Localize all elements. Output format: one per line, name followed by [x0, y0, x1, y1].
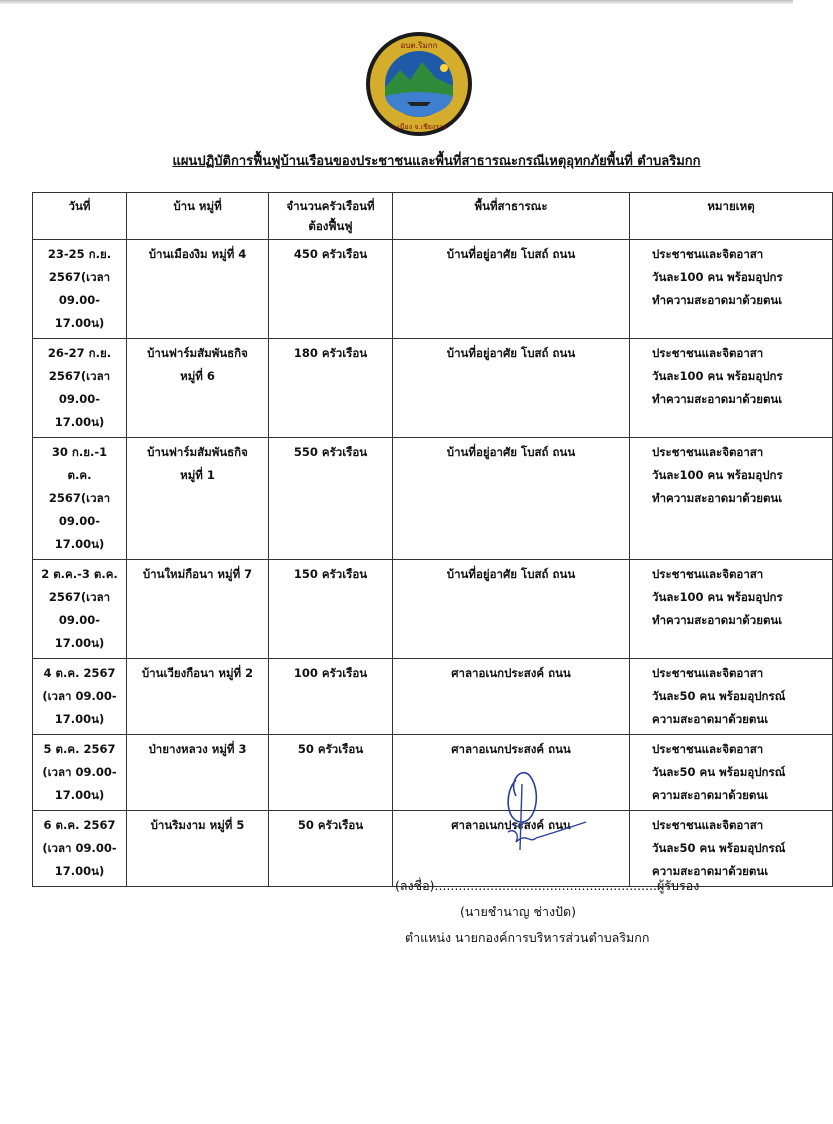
note-line: ความสะอาดมาด้วยตนเ	[652, 712, 769, 726]
date-line: 5 ต.ค. 2567	[43, 742, 116, 756]
header-public-area: พื้นที่สาธารณะ	[393, 193, 630, 240]
date-line: (เวลา 09.00-	[42, 841, 117, 855]
cell-village	[127, 240, 269, 339]
date-line: 09.00-17.00น)	[54, 293, 105, 330]
village-line: บ้านฟาร์มสัมพันธกิจ	[147, 346, 248, 360]
note-line: วันละ50 คน พร้อมอุปกรณ์	[652, 841, 786, 855]
cell-note	[630, 560, 833, 659]
seal-top-text: อบต.ริมกก	[400, 41, 438, 50]
note-line: วันละ100 คน พร้อมอุปกร	[652, 369, 783, 383]
note-line: ทำความสะอาดมาด้วยตนเ	[652, 392, 783, 406]
date-line: 2567(เวลา	[48, 491, 111, 505]
note-line: ประชาชนและจิตอาสา	[652, 742, 764, 756]
note-line: ประชาชนและจิตอาสา	[652, 445, 764, 459]
table-row	[33, 339, 833, 438]
date-line: 4 ต.ค. 2567	[43, 666, 116, 680]
cell-households: 50 ครัวเรือน	[269, 735, 393, 811]
village-line: บ้านริมงาม หมู่ที่ 5	[150, 818, 245, 832]
handwritten-signature	[486, 762, 606, 872]
table-row	[33, 659, 833, 735]
village-line: บ้านเมืองงิม หมู่ที่ 4	[148, 247, 247, 261]
date-line: 6 ต.ค. 2567	[43, 818, 116, 832]
date-line: 2 ต.ค.-3 ต.ค.	[41, 567, 118, 581]
date-line: 09.00-17.00น)	[54, 392, 105, 429]
date-line: 17.00น)	[54, 864, 105, 878]
date-line: 2567(เวลา	[48, 270, 111, 284]
date-line: 26-27 ก.ย.	[47, 346, 112, 360]
organization-seal	[364, 30, 474, 138]
cell-date	[33, 659, 127, 735]
date-line: 2567(เวลา	[48, 590, 111, 604]
cell-date	[33, 339, 127, 438]
plan-table	[32, 192, 793, 878]
cell-households: 150 ครัวเรือน	[269, 560, 393, 659]
note-line: ประชาชนและจิตอาสา	[652, 247, 764, 261]
table-header-row	[33, 193, 833, 240]
cell-public-area: บ้านที่อยู่อาศัย โบสถ์ ถนน	[393, 438, 630, 560]
village-line: หมู่ที่ 1	[180, 468, 215, 482]
date-line: 17.00น)	[54, 788, 105, 802]
village-line: บ้านฟาร์มสัมพันธกิจ	[147, 445, 248, 459]
note-line: ประชาชนและจิตอาสา	[652, 346, 764, 360]
date-line: 09.00-17.00น)	[54, 613, 105, 650]
scan-edge	[0, 0, 793, 4]
cell-households: 100 ครัวเรือน	[269, 659, 393, 735]
note-line: ประชาชนและจิตอาสา	[652, 567, 764, 581]
cell-households: 550 ครัวเรือน	[269, 438, 393, 560]
header-date: วันที่	[33, 193, 127, 240]
cell-note	[630, 659, 833, 735]
header-note: หมายเหตุ	[630, 193, 833, 240]
cell-village	[127, 438, 269, 560]
cell-note	[630, 339, 833, 438]
note-line: ประชาชนและจิตอาสา	[652, 666, 764, 680]
header-village: บ้าน หมู่ที่	[127, 193, 269, 240]
date-line: (เวลา 09.00-	[42, 689, 117, 703]
village-line: บ้านเวียงกือนา หมู่ที่ 2	[141, 666, 254, 680]
village-line: ป่ายางหลวง หมู่ที่ 3	[148, 742, 247, 756]
cell-village	[127, 339, 269, 438]
cell-village	[127, 811, 269, 887]
table-row	[33, 735, 833, 811]
cell-note	[630, 438, 833, 560]
header-households: จำนวนครัวเรือนที่ ต้องฟื้นฟู	[269, 193, 393, 240]
cell-households: 180 ครัวเรือน	[269, 339, 393, 438]
village-line: หมู่ที่ 6	[180, 369, 215, 383]
village-line: บ้านใหม่กือนา หมู่ที่ 7	[142, 567, 253, 581]
table-row	[33, 438, 833, 560]
note-line: ประชาชนและจิตอาสา	[652, 818, 764, 832]
note-line: ทำความสะอาดมาด้วยตนเ	[652, 613, 783, 627]
date-line: 2567(เวลา	[48, 369, 111, 383]
seal-bottom-text: อ.เมือง จ.เชียงราย	[390, 123, 448, 131]
date-line: 09.00-17.00น)	[54, 514, 105, 551]
cell-public-area: บ้านที่อยู่อาศัย โบสถ์ ถนน	[393, 240, 630, 339]
note-line: วันละ50 คน พร้อมอุปกรณ์	[652, 765, 786, 779]
cell-date	[33, 811, 127, 887]
cell-date	[33, 735, 127, 811]
cell-date	[33, 560, 127, 659]
document-title: แผนปฏิบัติการฟื้นฟูบ้านเรือนของประชาชนและพื้นที่สาธารณะกรณีเหตุอุทกภัยพื้นที่ ตำบลริมกก	[172, 154, 701, 169]
cell-date	[33, 240, 127, 339]
note-line: ทำความสะอาดมาด้วยตนเ	[652, 491, 783, 505]
cell-note	[630, 240, 833, 339]
cell-village	[127, 735, 269, 811]
cell-public-area: ศาลาอเนกประสงค์ ถนน	[393, 659, 630, 735]
cell-households: 50 ครัวเรือน	[269, 811, 393, 887]
date-line: 23-25 ก.ย.	[47, 247, 112, 261]
cell-date	[33, 438, 127, 560]
cell-public-area: บ้านที่อยู่อาศัย โบสถ์ ถนน	[393, 339, 630, 438]
note-line: ทำความสะอาดมาด้วยตนเ	[652, 293, 783, 307]
note-line: วันละ100 คน พร้อมอุปกร	[652, 270, 783, 284]
signer-position: ตำแหน่ง นายกองค์การบริหารส่วนตำบลริมกก	[405, 930, 650, 945]
table-row	[33, 560, 833, 659]
date-line: 17.00น)	[54, 712, 105, 726]
date-line: 30 ก.ย.-1 ต.ค.	[51, 445, 108, 482]
cell-note	[630, 735, 833, 811]
signer-name: (นายชำนาญ ช่างปัด)	[460, 904, 576, 919]
cell-village	[127, 560, 269, 659]
cell-households: 450 ครัวเรือน	[269, 240, 393, 339]
note-line: วันละ100 คน พร้อมอุปกร	[652, 468, 783, 482]
note-line: ความสะอาดมาด้วยตนเ	[652, 788, 769, 802]
cell-public-area: ศาลาอเนกประสงค์ ถนน	[393, 735, 630, 811]
date-line: (เวลา 09.00-	[42, 765, 117, 779]
cell-public-area: บ้านที่อยู่อาศัย โบสถ์ ถนน	[393, 560, 630, 659]
note-line: วันละ100 คน พร้อมอุปกร	[652, 590, 783, 604]
note-line: วันละ50 คน พร้อมอุปกรณ์	[652, 689, 786, 703]
cell-public-area: ศาลาอเนกประสงค์ ถนน	[393, 811, 630, 887]
cell-village	[127, 659, 269, 735]
note-line: ความสะอาดมาด้วยตนเ	[652, 864, 769, 878]
signature-line: (ลงชื่อ)........................................................ผู้รับรอง	[395, 878, 700, 893]
table-row	[33, 240, 833, 339]
